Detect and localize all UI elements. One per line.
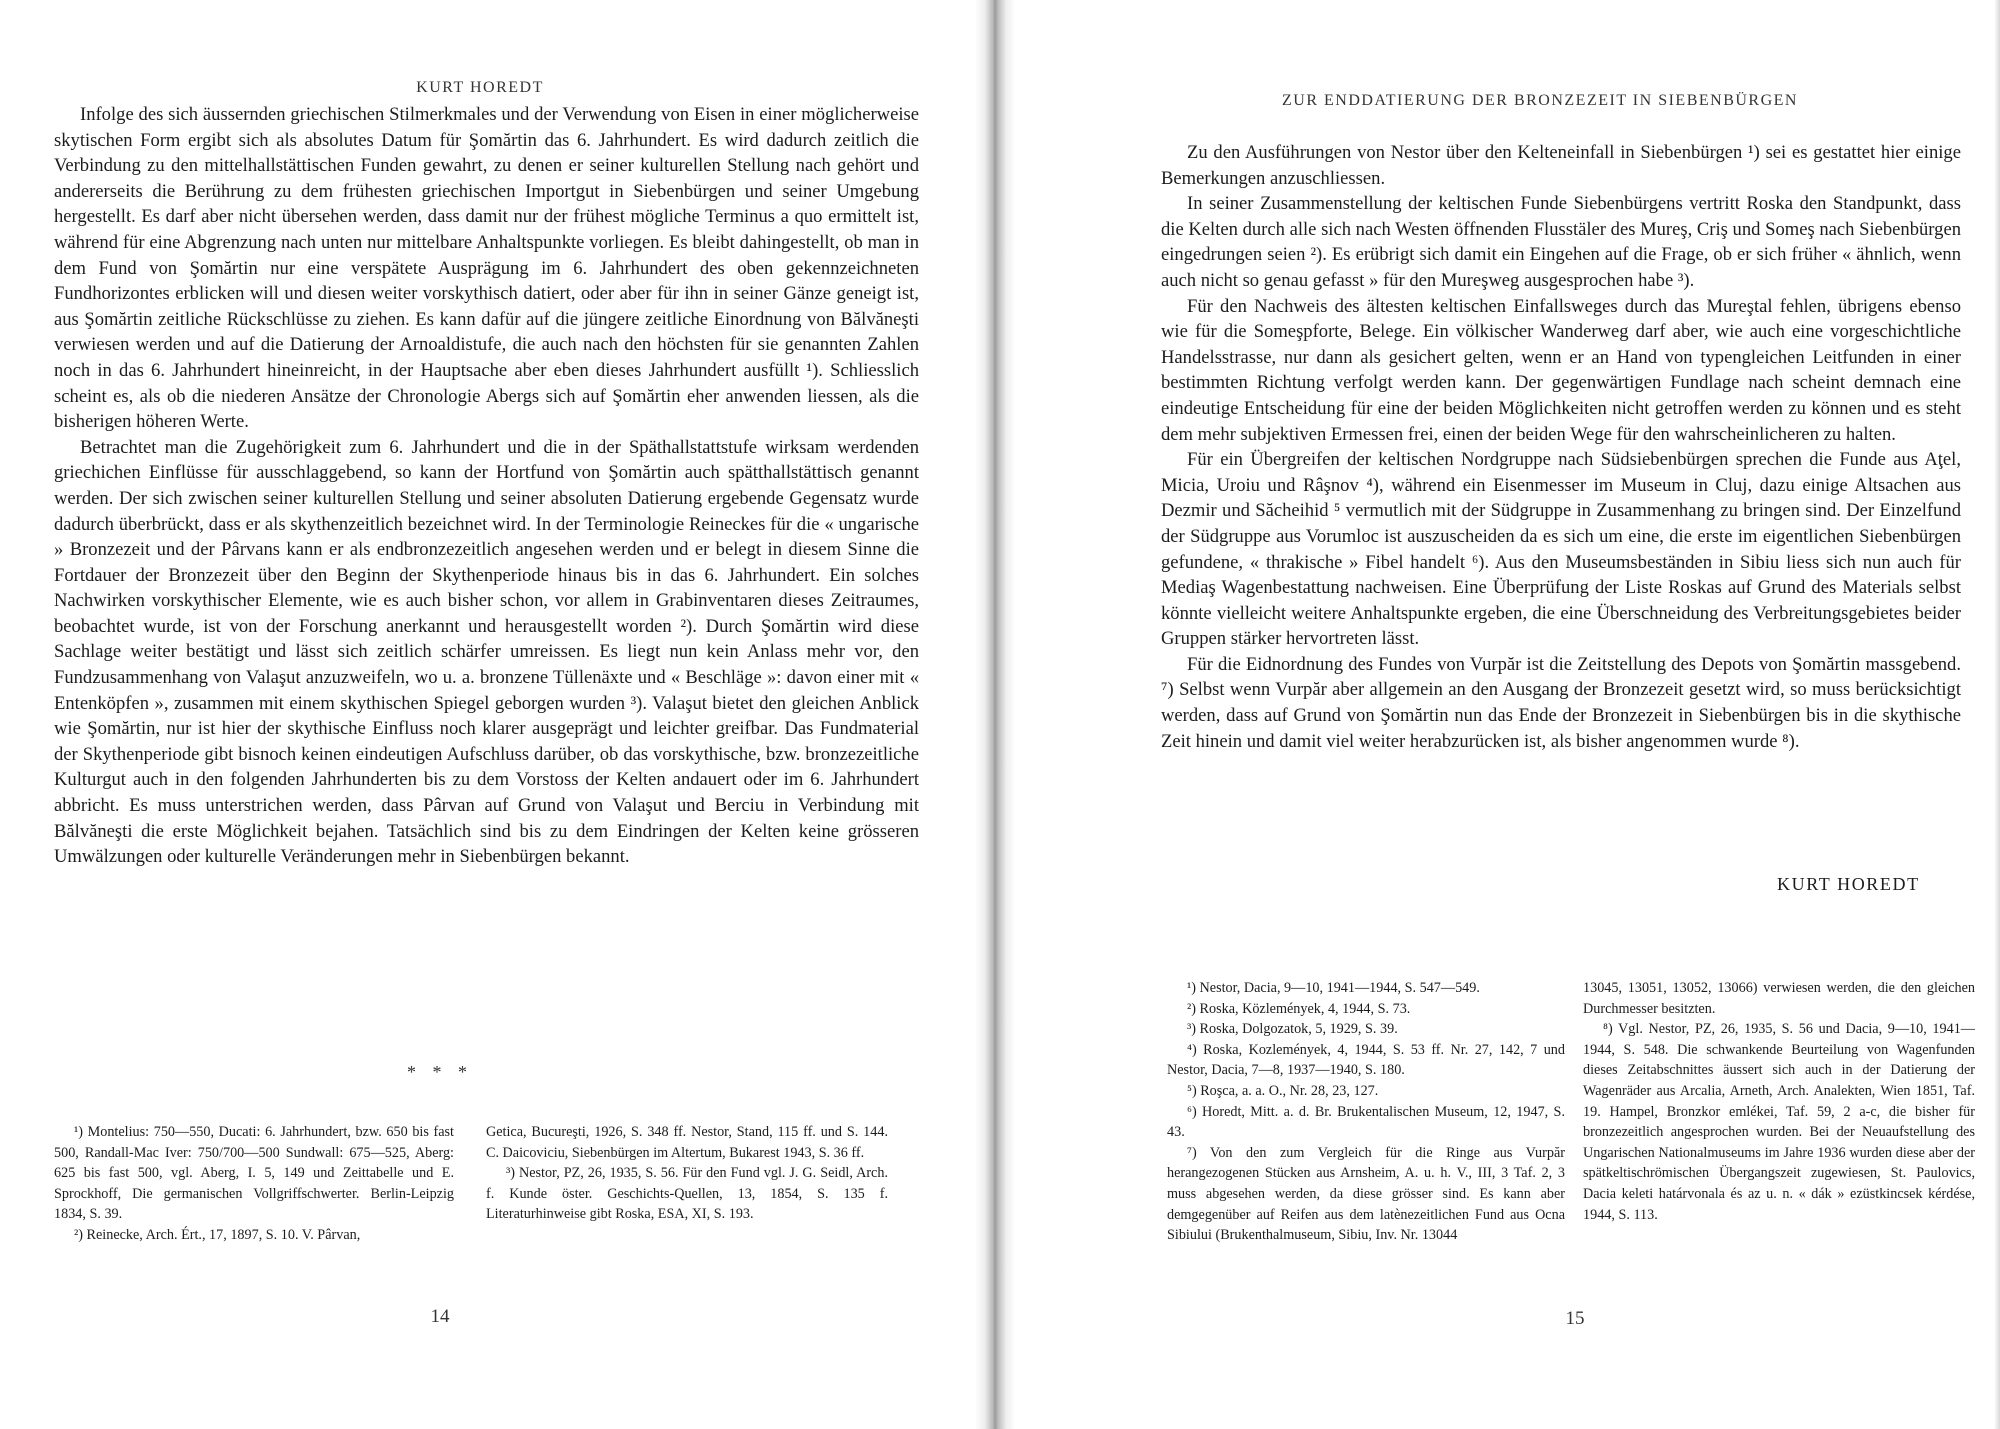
footnote-r5: ⁵) Roşca, a. a. O., Nr. 28, 23, 127. xyxy=(1187,1082,1379,1099)
footnote-r1: ¹) Nestor, Dacia, 9—10, 1941—1944, S. 547—549. xyxy=(1187,980,1480,996)
footnote-2: ²) Reinecke, Arch. Ért., 17, 1897, S. 10. V. Pârvan, xyxy=(74,1226,361,1243)
footnote-r6: ⁶) Horedt, Mitt. a. d. Br. Brukentalischen Museum, 12, 1947, S. 43. xyxy=(1167,1103,1565,1141)
right-footnotes-column-2 xyxy=(1583,978,1975,1225)
author-signature: KURT HOREDT xyxy=(1777,874,1920,894)
footnote-r2: ²) Roska, Közlemények, 4, 1944, S. 73. xyxy=(1187,1000,1411,1017)
footnote-r7: ⁷) Von den zum Vergleich für die Ringe aus Vurpăr herangezogenen Stücken aus Arnsheim, A. u. h. V., III, 3 Taf. 2, 3 muss abgesehen werden, da diese grösser sind. Es kann aber demgegenüber auf Reifen aus dem latènezeitlichen Fund aus Ocna Sibiului (Brukenthalmuseum, Sibiu, Inv. Nr. 13044 xyxy=(1167,1144,1565,1244)
left-body-text xyxy=(54,102,919,870)
right-running-head: ZUR ENDDATIERUNG DER BRONZEZEIT IN SIEBENBÜRGEN xyxy=(1282,92,1798,109)
left-paragraph-2: Betrachtet man die Zugehörigkeit zum 6. Jahrhundert und die in der Späthallstattstufe wirksam werdenden griechichen Einflüsse für ausschlaggebend, so kann der Hortfund von Şomărtin auch spätthallstättisch genannt werden. Der sich zwischen seiner kulturellen Stellung und seiner absoluten Datierung ergebende Gegensatz wurde dadurch überbrückt, dass er als skythenzeitlich bezeichnet wird. In der Terminologie Reineckes für die « ungarische » Bronzezeit und der Pârvans kann er als endbronzezeitlich angesehen werden und er belegt in diesem Sinne die Fortdauer der Bronzezeit über den Beginn der Skythenperiode hinaus bis in das 6. Jahrhundert. Ein solches Nachwirken vorskythischer Elemente, wie es auch bisher schon, vor allem in Grabinventaren dieses Zeitraumes, beobachtet wurde, ist von der Forschung anerkannt und herausgestellt worden ²). Durch Şomărtin wird diese Sachlage weiter bestätigt und lässt sich zeitlich schärfer umreissen. Es liegt nun kein Anlass mehr vor, den Fundzusammenhang von Valaşut anzuzweifeln, wo u. a. bronzene Tüllenäxte und « Beschläge »: davon einer mit « Entenköpfen », zusammen mit einem skythischen Spiegel geborgen wurden ³). Valaşut bietet den gleichen Anblick wie Şomărtin, nur ist hier der skythische Einfluss noch klarer ausgeprägt und leichter greifbar. Das Fundmaterial der Skythenperiode gibt bisnoch keinen eindeutigen Aufschluss darüber, ob das vorskythische, bzw. bronzezeitliche Kulturgut auch in den folgenden Jahrhunderten bis zu dem Vorstoss der Kelten andauert oder im 6. Jahrhundert abbricht. Es muss unterstrichen werden, dass Pârvan auf Grund von Valaşut und Berciu in Verbindung mit Bălvăneşti die erste Möglichkeit bejahen. Tatsächlich sind bis zu dem Eindringen der Kelten keine grösseren Umwälzungen oder kulturelle Veränderungen mehr in Siebenbürgen bekannt. xyxy=(54,436,919,868)
right-page xyxy=(1000,0,2000,1429)
page-number-right: 15 xyxy=(1565,1308,1585,1329)
right-paragraph-1: Zu den Ausführungen von Nestor über den Kelteneinfall in Siebenbürgen ¹) sei es gestattet hier einige Bemerkungen anzuschliessen. xyxy=(1161,142,1961,189)
footnote-r4: ⁴) Roska, Kozlemények, 4, 1944, S. 53 ff. Nr. 27, 142, 7 und Nestor, Dacia, 7—8, 1937—1940, S. 180. xyxy=(1167,1041,1565,1079)
left-running-head: KURT HOREDT xyxy=(416,79,544,96)
page-number-left: 14 xyxy=(430,1306,450,1327)
left-footnotes-column-2 xyxy=(486,1122,888,1225)
right-body-text xyxy=(1161,140,1961,754)
footnote-3: ³) Nestor, PZ, 26, 1935, S. 56. Für den Fund vgl. J. G. Seidl, Arch. f. Kunde öster. Geschichts-Quellen, 13, 1854, S. 135 f. Literaturhinweise gibt Roska, ESA, XI, S. 193. xyxy=(486,1165,888,1223)
left-page xyxy=(0,0,980,1429)
footnote-2-continued: Getica, Bucureşti, 1926, S. 348 ff. Nestor, Stand, 115 ff. und S. 144. C. Daicoviciu, Siebenbürgen im Altertum, Bukarest 1943, S. 36 ff. xyxy=(486,1124,888,1161)
right-footnotes-column-1 xyxy=(1167,978,1565,1246)
right-paragraph-3: Für den Nachweis des ältesten keltischen Einfallsweges durch das Mureştal fehlen, übrigens ebenso wie für die Someşpforte, Belege. Ein völkischer Wanderweg darf aber, wie auch eine vorgeschichtliche Handelsstrasse, nur dann als gesichert gelten, wenn er an Hand von typengleichen Leitfunden in einer bestimmten Richtung verfolgt werden kann. Der gegenwärtigen Fundlage nach scheint demnach eine eindeutige Entscheidung für eine der beiden Möglichkeiten nicht getroffen werden zu können und es steht dem mehr subjektiven Ermessen frei, einen der beiden Wege für den wahrscheinlicheren zu halten. xyxy=(1161,295,1961,445)
footnote-r3: ³) Roska, Dolgozatok, 5, 1929, S. 39. xyxy=(1187,1021,1398,1038)
footnote-r7-continued: 13045, 13051, 13052, 13066) verwiesen werden, die den gleichen Durchmesser besitzten. xyxy=(1583,980,1975,1017)
footnote-1: ¹) Montelius: 750—550, Ducati: 6. Jahrhundert, bzw. 650 bis fast 500, Randall-Mac Iver: 750/700—500 Sundwall: 675—525, Aberg: 625 bis fast 500, vgl. Aberg, I. 5, 149 und Zeittabelle und E. Sprockhoff, Die germanischen Vollgriffschwerter. Berlin-Leipzig 1834, S. 39. xyxy=(54,1124,454,1223)
left-footnotes-column-1 xyxy=(54,1122,454,1246)
footnote-r8: ⁸) Vgl. Nestor, PZ, 26, 1935, S. 56 und Dacia, 9—10, 1941—1944, S. 548. Die schwankende Beurteilung von Wagenfunden dieses Zeitabschnittes äussert sich auch in der Datierung der Wagenräder aus Arcalia, Arneth, Arch. Analekten, Wien 1851, Taf. 19. Hampel, Bronzkor emlékei, Taf. 59, 2 a-c, die bisher für bronzezeitlich angesprochen wurden. Bei der Neuaufstellung des Ungarischen Nationalmuseums im Jahre 1936 wurden diese aber der spätkeltischrömischen Übergangszeit zugewiesen, St. Paulovics, Dacia keleti határvonala és az u. n. « dák » ezüstkincsek kérdése, 1944, S. 113. xyxy=(1583,1021,1975,1223)
section-separator: * * * xyxy=(407,1062,473,1082)
right-paragraph-5: Für die Eidnordnung des Fundes von Vurpăr ist die Zeitstellung des Depots von Şomărtin massgebend. ⁷) Selbst wenn Vurpăr aber allgemein an den Ausgang der Bronzezeit gesetzt wird, so muss berücksichtigt werden, dass auf Grund von Şomărtin nun das Ende der Bronzezeit in Siebenbürgen bis in die skythische Zeit hinein und damit viel weiter herabzurücken ist, als bisher angenommen wurde ⁸). xyxy=(1161,653,1961,752)
right-paragraph-2: In seiner Zusammenstellung der keltischen Funde Siebenbürgens vertritt Roska den Standpunkt, dass die Kelten durch alle sich nach Westen öffnenden Flusstäler des Mureş, Criş und Someş nach Siebenbürgen eingedrungen seien ²). Es erübrigt sich damit ein Eingehen auf die Frage, ob er sich früher « ähnlich, wenn auch nicht so genau gefasst » für den Mureşweg ausgesprochen habe ³). xyxy=(1161,193,1961,291)
right-paragraph-4: Für ein Übergreifen der keltischen Nordgruppe nach Südsiebenbürgen sprechen die Funde aus Aţel, Micia, Uroiu und Râşnov ⁴), während ein Eisenmesser im Museum in Cluj, dazu einige Altsachen aus Dezmir und Săcheihid ⁵ vermutlich mit der Südgruppe in Zusammenhang zu bringen sind. Der Einzelfund der Südgruppe aus Vorumloc ist auszuscheiden da es sich um eine, die erste im eigentlichen Siebenbürgen gefundene, « thrakische » Fibel handelt ⁶). Aus den Museumsbeständen in Sibiu liess sich nun auch für Mediaş Wagenbestattung nachweisen. Eine Überprüfung der Liste Roskas auf Grund des Materials selbst könnte vielleicht weitere Anhaltspunkte ergeben, die eine Überschneidung des Verbreitungsgebietes beider Gruppen stärker hervortreten lässt. xyxy=(1161,449,1961,650)
left-paragraph-1: Infolge des sich äussernden griechischen Stilmerkmales und der Verwendung von Eisen in einer möglicherweise skytischen Form ergibt sich als absolutes Datum für Şomărtin das 6. Jahrhundert. Es wird dadurch zeitlich die Verbindung zu den mittelhallstättischen Funden gewahrt, zu denen er seiner kulturellen Stellung nach gehört und andererseits die Berührung zu dem frühesten griechischen Importgut in Siebenbürgen und seiner Umgebung hergestellt. Es darf aber nicht übersehen werden, dass damit nur der frühest mögliche Terminus a quo ermittelt ist, während für eine Abgrenzung nach unten nur mittelbare Anhaltspunkte vorliegen. Es bleibt dahingestellt, ob man in dem Fund von Şomărtin nur eine verspätete Ausprägung im 6. Jahrhundert des oben gekennzeichneten Fundhorizontes erblicken will und diesen weiter vorskythisch datiert, oder aber für ihn in seiner Gänze geneigt ist, aus Şomărtin zeitliche Rückschlüsse zu ziehen. Es kann dafür auf die jüngere zeitliche Einordnung von Bălvăneşti verwiesen werden und auf die Datierung der Arnoaldistufe, die auch nach den höchsten für sie genannten Zahlen noch in das 6. Jahrhundert hineinreicht, in der Hauptsache aber eben dieses Jahrhundert ausfüllt ¹). Schliesslich scheint es, als ob die niederen Ansätze der Chronologie Abergs sich auf Şomărtin eher anwenden liessen, als die bisherigen höheren Werte. xyxy=(54,104,919,433)
